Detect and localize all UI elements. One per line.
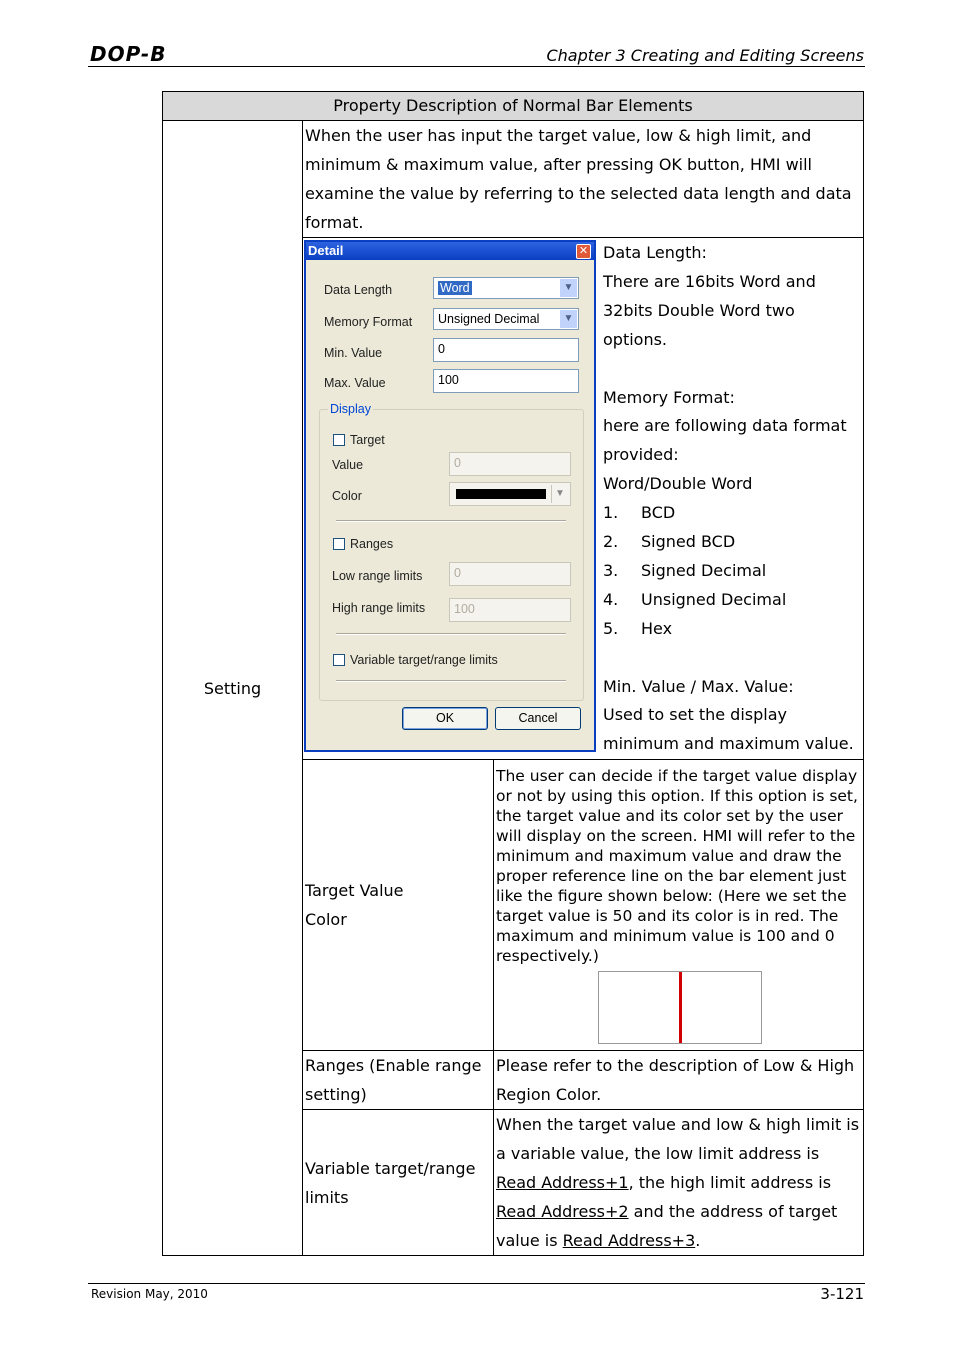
ranges-check-label: Ranges [350, 537, 394, 551]
variable-label: Variable target/range limits [303, 1110, 494, 1256]
memory-format-title: Memory Format: [603, 387, 735, 407]
read-address-3-link: Read Address+3 [562, 1231, 696, 1251]
target-desc: The user can decide if the target value display or not by using this option. If this option is set, the target value and its color set by the user will display on the screen. HMI will refer to the minimum and maximum value and draw the proper reference line on the bar element just like the figure shown below: (Here we set the target value is 50 and its color is in red. The maximum and minimum value is 100 and 0 respectively.) [496, 767, 858, 966]
list-item: 5. Hex [603, 618, 673, 638]
min-value-label: Min. Value [324, 346, 383, 360]
display-group-legend: Display [330, 402, 371, 416]
chevron-down-icon[interactable]: ▼ [560, 310, 577, 328]
color-picker[interactable] [449, 482, 571, 506]
target-label-1: Target Value [305, 881, 404, 901]
format-list [603, 499, 863, 644]
data-length-select[interactable] [433, 277, 579, 299]
target-desc-cell [494, 760, 864, 1051]
intro-text: When the user has input the target value, low & high limit, and minimum & maximum value, after pressing OK button, HMI will examine the value by referring to the selected data length and data format. [303, 121, 864, 238]
target-label-2: Color [305, 910, 347, 930]
list-item: 2. Signed BCD [603, 532, 736, 552]
data-length-desc: There are 16bits Word and 32bits Double Word two options. [603, 271, 816, 349]
list-item: 3. Signed Decimal [603, 560, 767, 580]
header-rule [88, 66, 865, 67]
value-label: Value [332, 458, 364, 472]
detail-description [600, 238, 863, 759]
target-check-label: Target [350, 433, 385, 447]
cancel-button[interactable]: Cancel [495, 707, 581, 730]
detail-row [303, 238, 864, 760]
detail-dialog [304, 240, 596, 752]
target-bar-figure [598, 971, 762, 1044]
max-value-label: Max. Value [324, 376, 386, 390]
divider [336, 633, 566, 635]
list-item: 4. Unsigned Decimal [603, 589, 787, 609]
color-label: Color [332, 489, 362, 503]
ranges-checkbox[interactable] [333, 538, 345, 550]
max-value-input[interactable]: 100 [433, 369, 579, 393]
memory-format-value: Unsigned Decimal [438, 312, 540, 326]
setting-label: Setting [163, 121, 303, 1256]
target-value-input[interactable]: 0 [449, 452, 571, 476]
detail-dialog-cell [303, 238, 600, 759]
divider [336, 520, 566, 522]
footer-rule [88, 1283, 865, 1284]
data-length-label: Data Length [324, 283, 393, 297]
chevron-down-icon[interactable]: ▼ [560, 279, 577, 297]
data-length-value: Word [440, 281, 470, 295]
ranges-label: Ranges (Enable range setting) [303, 1051, 494, 1110]
color-swatch [456, 489, 546, 499]
chapter-title: Chapter 3 Creating and Editing Screens [546, 46, 864, 65]
revision-text: Revision May, 2010 [91, 1287, 208, 1301]
minmax-title: Min. Value / Max. Value: [603, 676, 794, 696]
variable-checkbox[interactable] [333, 654, 345, 666]
read-address-2-link: Read Address+2 [496, 1202, 629, 1222]
low-range-input[interactable]: 0 [449, 562, 571, 586]
low-range-label: Low range limits [332, 569, 423, 583]
high-range-label: High range limits [332, 601, 426, 615]
ok-button[interactable]: OK [402, 707, 488, 730]
memory-format-desc: here are following data format provided: [603, 416, 847, 465]
read-address-1-link: Read Address+1 [496, 1173, 629, 1193]
table-heading: Property Description of Normal Bar Elements [163, 92, 864, 121]
data-length-title: Data Length: [603, 243, 707, 262]
close-icon[interactable]: ✕ [576, 244, 591, 259]
variable-desc: When the target value and low & high limit is a variable value, the low limit address is Read Address+1, the high limit address is Read Address+2 and the address of target value is Read Address+3. [494, 1110, 864, 1256]
memory-format-label: Memory Format [324, 315, 413, 329]
property-table [162, 91, 864, 1256]
ranges-desc: Please refer to the description of Low & High Region Color. [494, 1051, 864, 1110]
min-value-input[interactable]: 0 [433, 338, 579, 362]
chevron-down-icon[interactable]: ▼ [551, 485, 568, 503]
list-item: 1. BCD [603, 503, 676, 523]
dialog-title: Detail [306, 242, 594, 260]
variable-check-label: Variable target/range limits [350, 653, 498, 667]
minmax-desc: Used to set the display minimum and maximum value. [603, 705, 854, 754]
product-logo: DOP-B [90, 42, 167, 66]
target-checkbox[interactable] [333, 434, 345, 446]
high-range-input[interactable]: 100 [449, 598, 571, 622]
target-label-cell [303, 760, 494, 1051]
memory-format-select[interactable] [433, 308, 579, 330]
divider [336, 680, 566, 682]
target-line [679, 972, 682, 1043]
page-number: 3-121 [820, 1285, 864, 1303]
memory-format-sub: Word/Double Word [603, 474, 753, 494]
